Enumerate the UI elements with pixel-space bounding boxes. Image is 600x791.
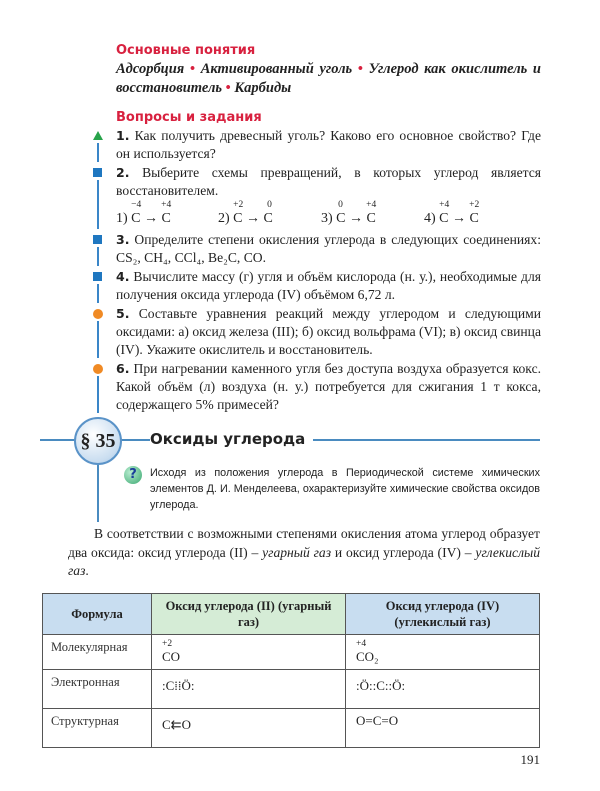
- scheme-label: 3): [321, 211, 333, 226]
- square-marker-icon: [93, 168, 102, 177]
- separator: •: [357, 61, 363, 77]
- question-number: 4.: [116, 269, 130, 284]
- concepts-heading: Основные понятия: [116, 43, 256, 58]
- header-co: Оксид углерода (II) (угарный газ): [152, 593, 346, 634]
- section-question: Исходя из положения углерода в Периодической системе химических элементов Д. И. Менделеева, охарактеризуйте химические свойства оксидов углерода.: [150, 467, 540, 511]
- scheme-expr: C → C: [131, 211, 171, 226]
- scheme-1: [116, 200, 172, 228]
- formula: CO₂: [356, 648, 379, 664]
- cell: O=C=O: [346, 708, 540, 747]
- text: и оксид углерода (IV) –: [331, 544, 476, 560]
- ox-to: +4: [366, 200, 377, 210]
- text: В соответствии с возможными степенями окисления атома углерод образует два оксида: оксид углерода (II) –: [68, 526, 540, 560]
- body-paragraph: [68, 525, 540, 581]
- cell: C⇇O: [152, 708, 346, 747]
- term: углекислый газ: [68, 544, 540, 578]
- text: .: [85, 563, 89, 578]
- question-text: Определите степени окисления углерода в следующих соединениях: CS₂, CH₄, CCl₄, Be₂C, CO.: [116, 232, 541, 265]
- question-text: Выберите схемы превращений, в которых углерод является восстановителем.: [116, 165, 541, 198]
- question-number: 2.: [116, 165, 130, 180]
- table-row: [43, 669, 540, 708]
- square-marker-icon: [93, 235, 102, 244]
- term: угарный газ: [262, 544, 332, 560]
- question-icon: ?: [124, 466, 142, 484]
- concept: Углерод как окислитель и восстановитель: [116, 61, 542, 96]
- marker-bar: [97, 321, 99, 358]
- marker-bar: [97, 376, 99, 413]
- header-co2: Оксид углерода (IV) (углекислый газ): [346, 593, 540, 634]
- table-row: [43, 634, 540, 669]
- concept: Карбиды: [234, 80, 292, 96]
- section-question-row: [129, 465, 540, 513]
- ox-from: 0: [338, 200, 343, 210]
- marker-bar: [97, 284, 99, 303]
- ox-from: +4: [439, 200, 450, 210]
- ox-from: +2: [233, 200, 244, 210]
- oxidation-state: +4: [356, 638, 367, 649]
- ox-to: +2: [469, 200, 480, 210]
- question-number: 6.: [116, 361, 130, 376]
- question-text: Вычислите массу (г) угля и объём кислорода (н. у.), необходимые для получения оксида углерода (IV) объёмом 6,72 л.: [116, 269, 541, 302]
- question-4: [116, 268, 541, 304]
- separator: •: [189, 61, 196, 77]
- scheme-2: [218, 200, 273, 228]
- questions-heading: Вопросы и задания: [116, 110, 262, 125]
- scheme-expr: C → C: [233, 211, 273, 226]
- scheme-label: 2): [218, 211, 230, 226]
- lower-section: [42, 465, 540, 748]
- question-5: [116, 305, 541, 359]
- concept: Активированный уголь: [200, 61, 353, 77]
- cell: [152, 634, 346, 669]
- triangle-marker-icon: [93, 131, 103, 140]
- square-marker-icon: [93, 272, 102, 281]
- question-text: Как получить древесный уголь? Каково его основное свойство? Где он используется?: [116, 128, 541, 161]
- concept: Адсорбция: [116, 61, 185, 77]
- row-label: Электронная: [43, 669, 152, 708]
- question-text: Составьте уравнения реакций между углеродом и следующими оксидами: а) оксид железа (III); б) оксид вольфрама (VI); в) оксид свинца (IV). Укажите окислитель и восстановитель.: [116, 306, 542, 357]
- ox-to: +4: [161, 200, 172, 210]
- header-formula: Формула: [43, 593, 152, 634]
- question-6: [116, 360, 541, 414]
- table-header-row: [43, 593, 540, 634]
- row-label: Молекулярная: [43, 634, 152, 669]
- ox-to: 0: [267, 200, 272, 210]
- oxidation-state: +2: [162, 638, 173, 649]
- circle-marker-icon: [93, 309, 103, 319]
- oxides-table: [42, 593, 540, 748]
- question-number: 5.: [116, 306, 130, 321]
- top-section: [116, 43, 541, 414]
- question-2: [116, 164, 541, 230]
- scheme-label: 1): [116, 211, 128, 226]
- scheme-expr: C → C: [336, 211, 376, 226]
- circle-marker-icon: [93, 364, 103, 374]
- table-row: [43, 708, 540, 747]
- scheme-expr: C → C: [439, 211, 479, 226]
- concepts-list: [116, 60, 541, 98]
- question-number: 1.: [116, 128, 130, 143]
- marker-bar: [97, 143, 99, 162]
- cell: :C⁞⁞Ö:: [152, 669, 346, 708]
- cell: [346, 634, 540, 669]
- section-title: Оксиды углерода: [150, 430, 313, 448]
- section-number-badge: § 35: [74, 417, 122, 465]
- question-text: При нагревании каменного угля без доступа воздуха образуется кокс. Какой объём (л) воздуха (н. у.) потребуется для сжигания 1 т кокса, содержащего 5% примесей?: [116, 361, 541, 412]
- cell: :Ö::C::Ö:: [346, 669, 540, 708]
- scheme-4: [424, 200, 480, 228]
- oxidation-schemes: [116, 200, 541, 230]
- marker-bar: [97, 247, 99, 266]
- question-1: [116, 127, 541, 163]
- question-3: [116, 231, 541, 267]
- scheme-3: [321, 200, 377, 228]
- formula: CO: [162, 648, 181, 664]
- ox-from: −4: [131, 200, 142, 210]
- marker-bar: [97, 180, 99, 229]
- question-number: 3.: [116, 232, 130, 247]
- separator: •: [225, 80, 231, 96]
- scheme-label: 4): [424, 211, 436, 226]
- row-label: Структурная: [43, 708, 152, 747]
- page-number: 191: [520, 752, 540, 767]
